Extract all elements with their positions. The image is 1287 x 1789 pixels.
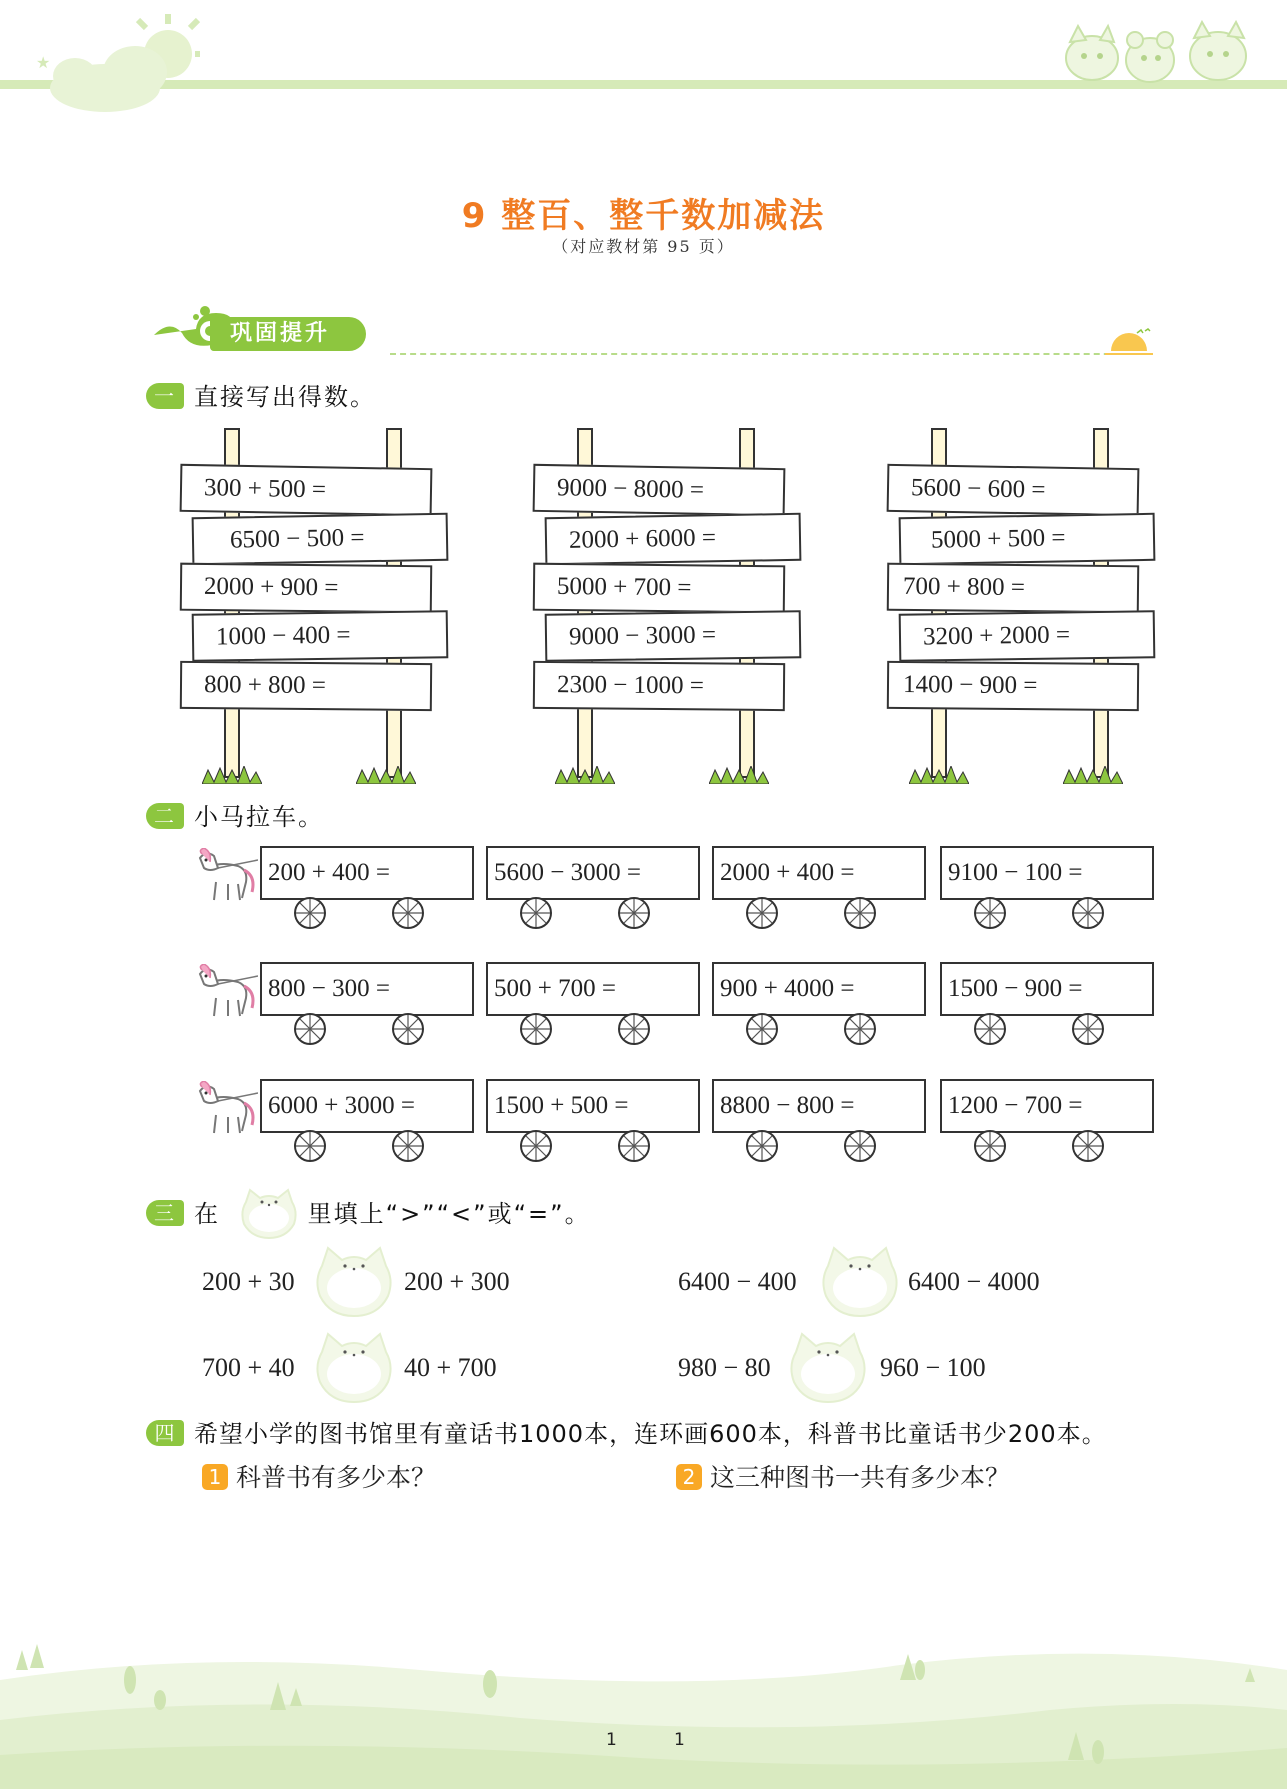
page-title: 9 整百、整千数加减法 — [461, 196, 826, 236]
pony-icon — [192, 848, 258, 908]
sub-question-2-text: 这三种图书一共有多少本？ — [710, 1463, 1011, 1492]
question-1-badge: 一 — [146, 383, 184, 409]
problem-board: 1400 − 900 = — [887, 661, 1139, 711]
cart-problem — [486, 1079, 700, 1159]
compare-answer-circle[interactable] — [312, 1332, 396, 1404]
wheel-icon — [742, 1012, 782, 1050]
section-banner — [150, 305, 1160, 355]
cart-problem — [712, 962, 926, 1042]
question-4-text: 希望小学的图书馆里有童话书1000本，连环画600本，科普书比童话书少200本。 — [194, 1420, 1107, 1448]
question-3-heading — [146, 1188, 591, 1228]
compare-left: 700 + 40 — [202, 1353, 295, 1382]
pony-icon — [192, 1081, 258, 1141]
cart-expression: 2000 + 400 = — [712, 846, 926, 900]
question-3-badge: 三 — [146, 1200, 184, 1226]
grass-icon — [356, 766, 416, 784]
compare-right: 6400 − 4000 — [908, 1267, 1040, 1296]
cart-problem — [486, 962, 700, 1042]
problem-board: 300 + 500 = — [180, 464, 433, 516]
question-1-heading — [146, 382, 376, 412]
cart-problem — [260, 1079, 474, 1159]
banner-dashed-line — [390, 353, 1150, 355]
compare-left: 980 − 80 — [678, 1353, 771, 1382]
wheel-icon — [388, 896, 428, 934]
problem-board: 2000 + 900 = — [180, 563, 432, 614]
grass-icon — [555, 766, 615, 784]
question-2-heading — [146, 802, 324, 832]
wheel-icon — [970, 896, 1010, 934]
wheel-icon — [388, 1129, 428, 1167]
question-1-text: 直接写出得数。 — [194, 383, 376, 411]
wheel-icon — [840, 896, 880, 934]
problem-board: 5000 + 500 = — [899, 513, 1156, 565]
section-label: 巩固提升 — [210, 317, 366, 351]
cart-expression: 800 − 300 = — [260, 962, 474, 1016]
svg-text:★: ★ — [36, 53, 51, 72]
page-number-left: 1 — [606, 1730, 617, 1750]
sunrise-icon — [1105, 327, 1155, 357]
wheel-icon — [516, 1012, 556, 1050]
cart-problem — [486, 846, 700, 926]
wheel-icon — [742, 1129, 782, 1167]
cat-circle-icon — [238, 1188, 300, 1240]
footer-hills-illustration — [0, 1640, 1287, 1789]
problem-board: 9000 − 3000 = — [545, 610, 802, 662]
grass-icon — [202, 766, 262, 784]
wheel-icon — [614, 1012, 654, 1050]
grass-icon — [1063, 766, 1123, 784]
cloud-sun-icon — [20, 6, 200, 116]
cart-problem — [940, 846, 1154, 926]
sub-question-1-number: 1 — [202, 1464, 228, 1490]
problem-board: 5000 + 700 = — [533, 563, 785, 614]
cart-problem — [712, 1079, 926, 1159]
cart-problem — [940, 962, 1154, 1042]
compare-left: 6400 − 400 — [678, 1267, 797, 1296]
wheel-icon — [1068, 896, 1108, 934]
compare-answer-circle[interactable] — [786, 1332, 870, 1404]
wheel-icon — [840, 1012, 880, 1050]
wheel-icon — [290, 1129, 330, 1167]
animal-faces-icon — [1060, 20, 1260, 86]
cart-problem — [940, 1079, 1154, 1159]
grass-icon — [709, 766, 769, 784]
wheel-icon — [742, 896, 782, 934]
cart-expression: 5600 − 3000 = — [486, 846, 700, 900]
problem-board: 6500 − 500 = — [192, 513, 449, 565]
wheel-icon — [970, 1129, 1010, 1167]
compare-left: 200 + 30 — [202, 1267, 295, 1296]
problem-board: 3200 + 2000 = — [899, 610, 1156, 662]
wheel-icon — [1068, 1129, 1108, 1167]
cart-expression: 6000 + 3000 = — [260, 1079, 474, 1133]
wheel-icon — [840, 1129, 880, 1167]
wheel-icon — [388, 1012, 428, 1050]
problem-board: 800 + 800 = — [180, 661, 432, 711]
sub-question-1-text: 科普书有多少本？ — [236, 1463, 437, 1492]
cart-expression: 900 + 4000 = — [712, 962, 926, 1016]
pony-icon — [192, 964, 258, 1024]
grass-icon — [909, 766, 969, 784]
wheel-icon — [614, 896, 654, 934]
compare-right: 40 + 700 — [404, 1353, 497, 1382]
problem-board: 1000 − 400 = — [192, 610, 449, 662]
cart-expression: 1200 − 700 = — [940, 1079, 1154, 1133]
problem-board: 9000 − 8000 = — [533, 464, 786, 516]
problem-board: 2300 − 1000 = — [533, 661, 785, 711]
cart-expression: 500 + 700 = — [486, 962, 700, 1016]
wheel-icon — [290, 1012, 330, 1050]
problem-board: 700 + 800 = — [887, 563, 1139, 614]
sub-question-1 — [202, 1462, 436, 1494]
cart-problem — [712, 846, 926, 926]
cart-expression: 9100 − 100 = — [940, 846, 1154, 900]
signpost-3 — [887, 428, 1157, 788]
wheel-icon — [516, 1129, 556, 1167]
cart-problem — [260, 846, 474, 926]
signpost-1 — [180, 428, 450, 788]
sub-question-2-number: 2 — [676, 1464, 702, 1490]
signpost-2 — [533, 428, 803, 788]
page-number-right: 1 — [674, 1730, 685, 1750]
wheel-icon — [970, 1012, 1010, 1050]
question-4-badge: 四 — [146, 1420, 184, 1446]
question-3-text-after: 里填上“>”“<”或“=”。 — [307, 1200, 591, 1228]
cart-expression: 1500 + 500 = — [486, 1079, 700, 1133]
wheel-icon — [516, 896, 556, 934]
question-3-text-before: 在 — [194, 1200, 220, 1228]
page-subtitle: （对应教材第 95 页） — [552, 237, 735, 256]
cart-problem — [260, 962, 474, 1042]
problem-board: 5600 − 600 = — [887, 464, 1140, 516]
question-2-text: 小马拉车。 — [194, 803, 324, 831]
cart-expression: 200 + 400 = — [260, 846, 474, 900]
cart-expression: 1500 − 900 = — [940, 962, 1154, 1016]
compare-answer-circle[interactable] — [818, 1246, 902, 1318]
cart-expression: 8800 − 800 = — [712, 1079, 926, 1133]
compare-right: 960 − 100 — [880, 1353, 986, 1382]
compare-answer-circle[interactable] — [312, 1246, 396, 1318]
wheel-icon — [1068, 1012, 1108, 1050]
question-2-badge: 二 — [146, 803, 184, 829]
question-4-heading — [146, 1418, 1107, 1450]
problem-board: 2000 + 6000 = — [545, 513, 802, 565]
compare-right: 200 + 300 — [404, 1267, 510, 1296]
sub-question-2 — [676, 1462, 1010, 1494]
wheel-icon — [614, 1129, 654, 1167]
wheel-icon — [290, 896, 330, 934]
